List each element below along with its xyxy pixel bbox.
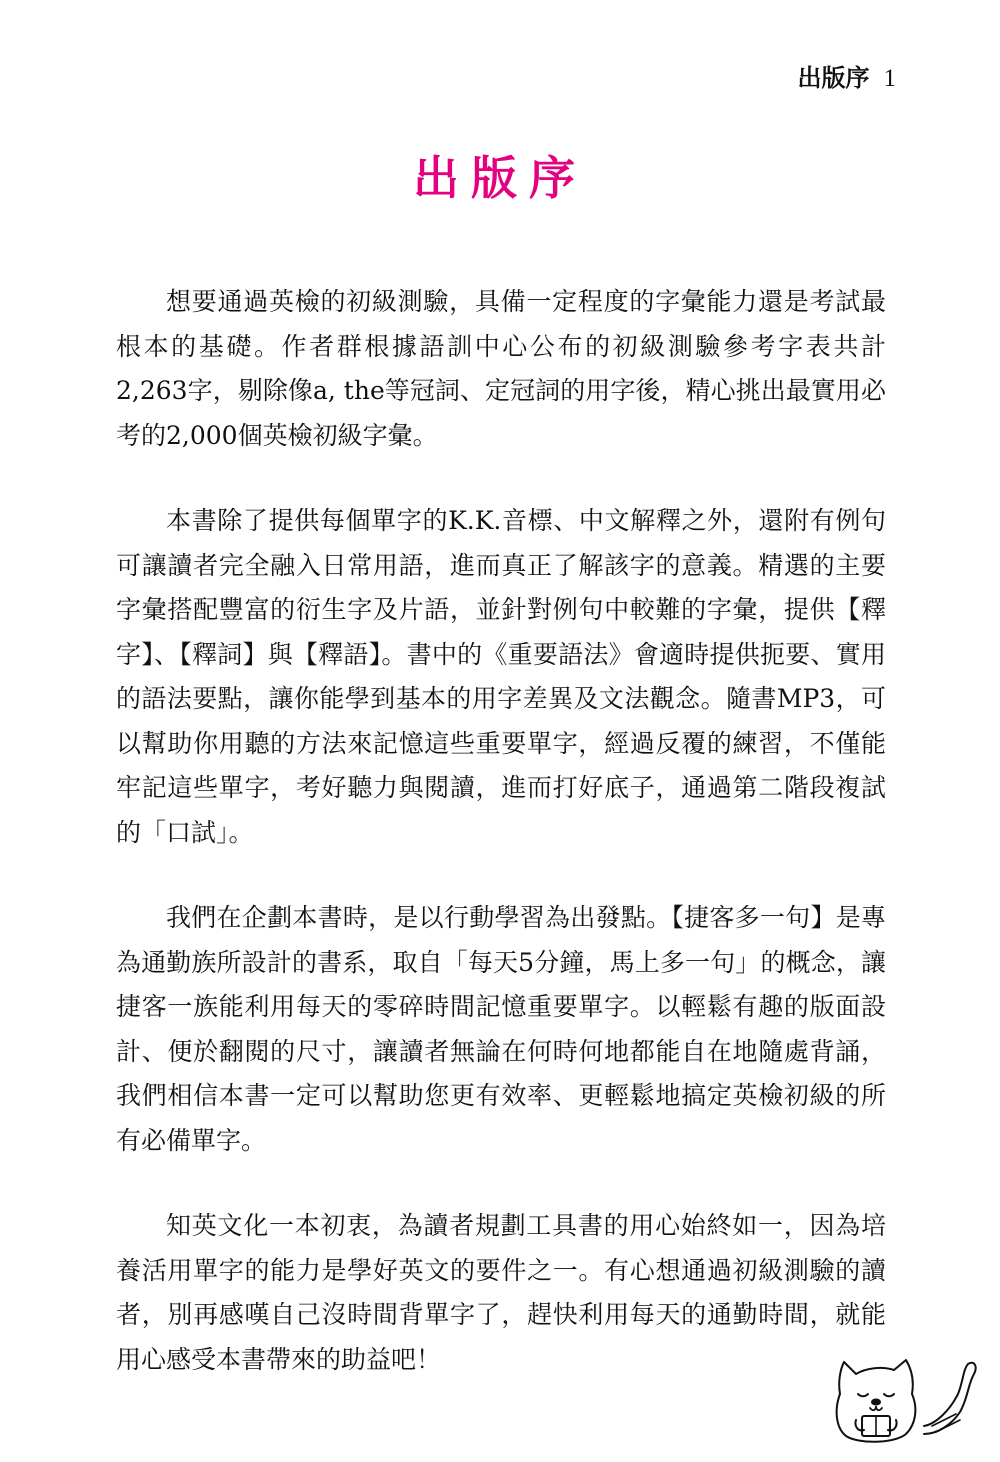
page-title: 出版序 xyxy=(413,151,587,205)
body-text xyxy=(116,280,886,1423)
cat-reading-icon xyxy=(832,1354,978,1446)
paragraph-3: 我們在企劃本書時，是以行動學習為出發點。【捷客多一句】是專為通勤族所設計的書系，取自「每天5分鐘，馬上多一句」的概念，讓捷客一族能利用每天的零碎時間記憶重要單字。以輕鬆有趣的版面設計、便於翻閱的尺寸，讓讀者無論在何時何地都能自在地隨處背誦，我們相信本書一定可以幫助您更有效率、更輕鬆地搞定英檢初級的所有必備單字。 xyxy=(116,903,886,1155)
running-head-title: 出版序 xyxy=(797,64,870,92)
running-head xyxy=(798,58,897,99)
paragraph-1: 想要通過英檢的初級測驗，具備一定程度的字彙能力還是考試最根本的基礎。作者群根據語訓中心公布的初級測驗參考字表共計2,263字，剔除像a, the等冠詞、定冠詞的用字後，精心挑出最實用必考的2,000個英檢初級字彙。 xyxy=(116,287,886,450)
page-number: 1 xyxy=(883,65,896,92)
paragraph-2: 本書除了提供每個單字的K.K.音標、中文解釋之外，還附有例句可讓讀者完全融入日常用語，進而真正了解該字的意義。精選的主要字彙搭配豐富的衍生字及片語，並針對例句中較難的字彙，提供【釋字】、【釋詞】與【釋語】。書中的《重要語法》會適時提供扼要、實用的語法要點，讓你能學到基本的用字差異及文法觀念。隨書MP3，可以幫助你用聽的方法來記憶這些重要單字，經過反覆的練習，不僅能牢記這些單字，考好聽力與閱讀，進而打好底子，通過第二階段複試的「口試」。 xyxy=(116,506,886,847)
paragraph-4: 知英文化一本初衷，為讀者規劃工具書的用心始終如一，因為培養活用單字的能力是學好英文的要件之一。有心想通過初級測驗的讀者，別再感嘆自己沒時間背單字了，趕快利用每天的通勤時間，就能用心感受本書帶來的助益吧！ xyxy=(116,1211,886,1374)
